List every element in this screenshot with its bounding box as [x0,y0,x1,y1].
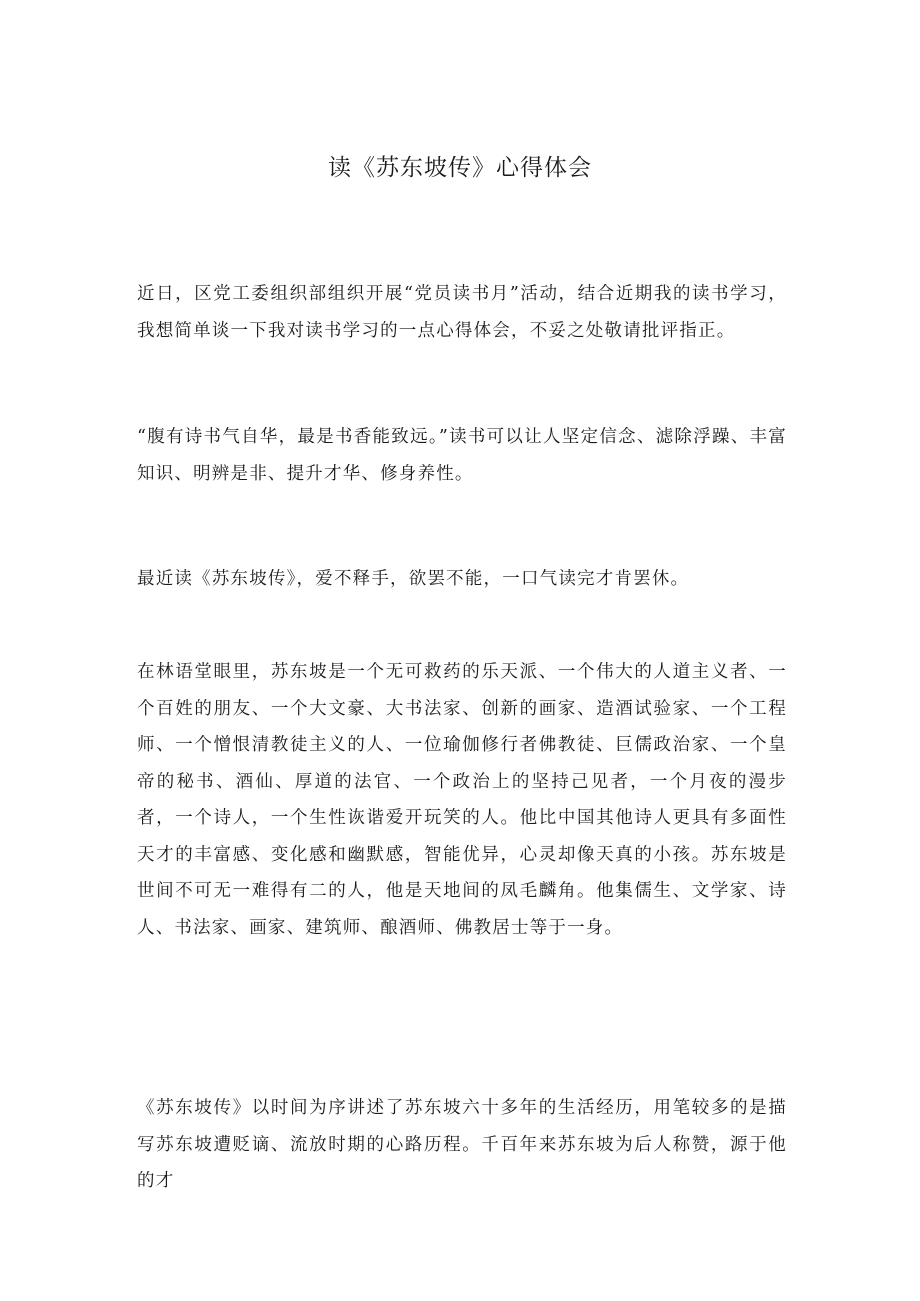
document-title: 读《苏东坡传》心得体会 [328,155,592,181]
paragraph-intro: 近日，区党工委组织部组织开展“党员读书月”活动，结合近期我的读书学习，我想简单谈一下我对读书学习的一点心得体会，不妥之处敬请批评指正。 [137,284,787,341]
paragraph-recent-reading: 最近读《苏东坡传》，爱不释手，欲罢不能，一口气读完才肯罢休。 [137,569,690,589]
paragraph-quote: “腹有诗书气自华，最是书香能致远。”读书可以让人坚定信念、滤除浮躁、丰富知识、明辨是非、提升才华、修身养性。 [137,427,787,484]
paragraph-lin-yutang-view: 在林语堂眼里，苏东坡是一个无可救药的乐天派、一个伟大的人道主义者、一个百姓的朋友、一个大文豪、大书法家、创新的画家、造酒试验家、一个工程师、一个憎恨清教徒主义的人、一位瑜伽修行者佛教徒、巨儒政治家、一个皇帝的秘书、酒仙、厚道的法官、一个政治上的坚持己见者，一个月夜的漫步者，一个诗人，一个生性诙谐爱开玩笑的人。他比中国其他诗人更具有多面性天才的丰富感、变化感和幽默感，智能优异，心灵却像天真的小孩。苏东坡是世间不可无一难得有二的人，他是天地间的凤毛麟角。他集儒生、文学家、诗人、书法家、画家、建筑师、酿酒师、佛教居士等于一身。 [137,662,787,938]
paragraph-book-summary: 《苏东坡传》以时间为序讲述了苏东坡六十多年的生活经历，用笔较多的是描写苏东坡遭贬谪、流放时期的心路历程。千百年来苏东坡为后人称赞，源于他的才 [137,1098,787,1191]
